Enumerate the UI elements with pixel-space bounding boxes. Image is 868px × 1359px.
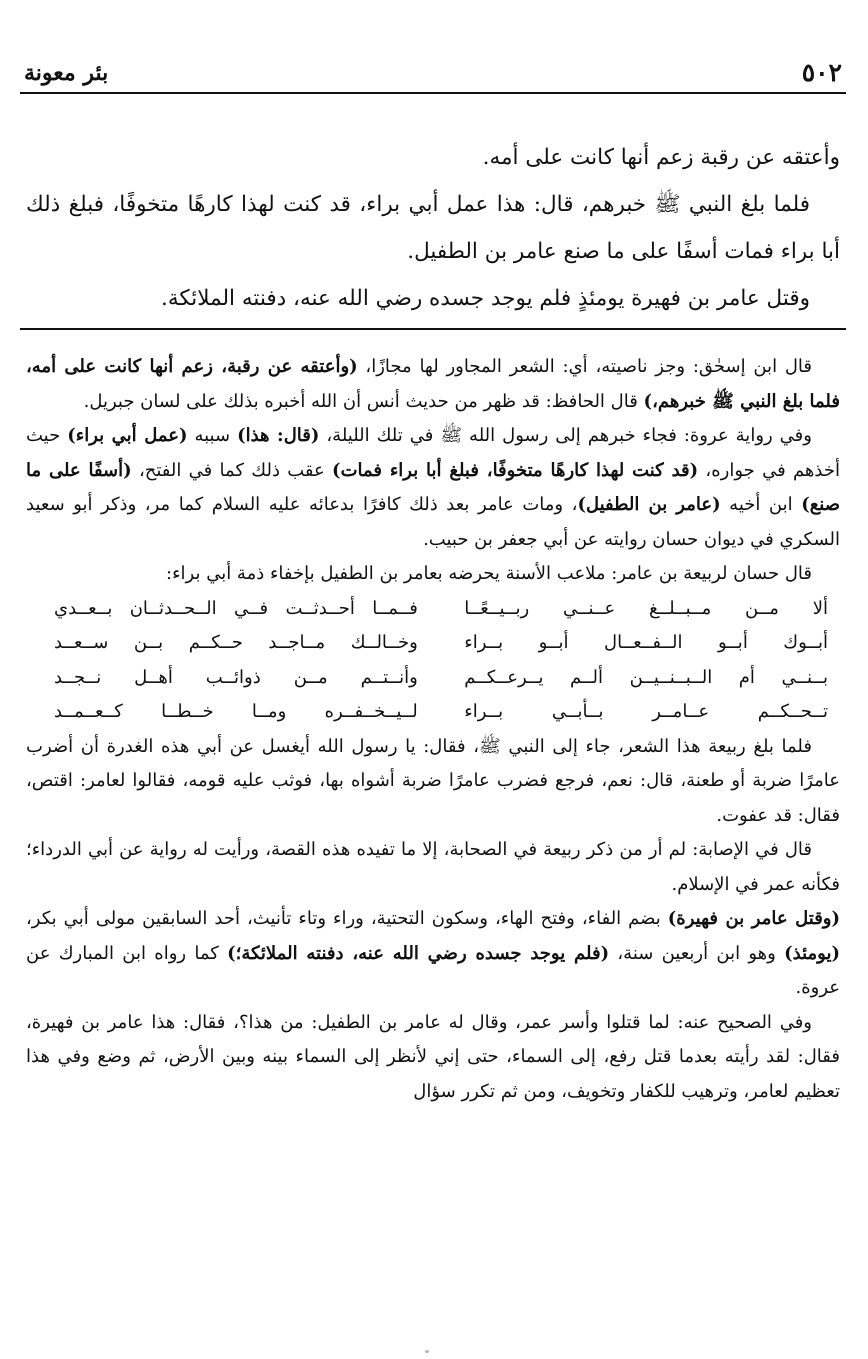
separator-rule: [20, 328, 846, 330]
page-number: ٥٠٢: [801, 58, 842, 87]
quoted-main-text: (قد كنت لهذا كارهًا متخوفًا، فبلغ أبا براء فمات): [332, 459, 699, 481]
running-header: [20, 52, 846, 94]
commentary-paragraph-1: قال ابن إسحٰق: وجز ناصيته، أي: الشعر المجاور لها مجازًا، (وأعتقه عن رقبة، زعم أنها كانت على أمه، فلما بلغ النبي ﷺ خبرهم،) قال الحافظ: قد ظهر من حديث أنس أن الله أخبره بذلك على لسان جبريل.: [26, 356, 840, 412]
commentary-paragraph-5: قال في الإصابة: لم أر من ذكر ربيعة في الصحابة، إلا ما تفيده هذه القصة، ورأيت له رواية عن أبي الدرداء؛ فكأنه عمر في الإسلام.: [26, 839, 840, 895]
commentary: [20, 350, 846, 1109]
verse-hemistich: تــحــكــم عــامــر بــأبــي بــراء: [464, 701, 828, 722]
quoted-main-text: (وقتل عامر بن فهيرة): [667, 908, 841, 929]
quoted-main-text: (أسفًا على ما صنع): [26, 459, 841, 515]
quoted-main-text: (وأعتقه عن رقبة، زعم أنها كانت على أمه، فلما بلغ النبي ﷺ خبرهم،): [26, 356, 840, 412]
commentary-paragraph-3: قال حسان لربيعة بن عامر: ملاعب الأسنة يحرضه بعامر بن الطفيل بإخفاء ذمة أبي براء:: [166, 563, 812, 584]
verse-hemistich: ألا مــن مــبــلــغ عــنــي ربــيــعًــا: [464, 597, 828, 619]
quoted-main-text: (عمل أبي براء): [67, 425, 188, 446]
verse-hemistich: فــمــا أحــدثــت فــي الــحــدثــان بــعــدي: [54, 597, 418, 619]
commentary-paragraph-2: وفي رواية عروة: فجاء خبرهم إلى رسول الله ﷺ في تلك الليلة، (قال: هذا) سببه (عمل أبي براء) حيث أخذهم في جواره، (قد كنت لهذا كارهًا متخوفًا، فبلغ أبا براء فمات) عقب ذلك كما في الفتح، (أسفًا على ما صنع) ابن أخيه (عامر بن الطفيل)، ومات عامر بعد ذلك كافرًا بدعائه عليه السلام كما مر، وذكر أبو سعيد السكري في ديوان حسان روايته عن أبي جعفر بن حبيب.: [26, 425, 841, 550]
quoted-main-text: (يومئذ): [784, 942, 840, 964]
commentary-paragraph-4: فلما بلغ ربيعة هذا الشعر، جاء إلى النبي ﷺ، فقال: يا رسول الله أيغسل عن أبي هذه الغدرة أن أضرب عامرًا ضربة أو طعنة، قال: نعم، فرجع فضرب عامرًا ضربة أشواه بها، فوثب عليه قومه، فقالوا لعامر: اقتص، فقال: قد عفوت.: [26, 735, 840, 826]
verse-hemistich: وخــالــك مــاجــد حــكــم بــن ســعــد: [54, 632, 418, 653]
verse-hemistich: بــنــي أم الــبــنــيــن ألــم يــرعــكــم: [464, 666, 828, 688]
verse-hemistich: أبــوك أبــو الــفــعــال أبــو بــراء: [464, 632, 828, 653]
verse-hemistich: وأنــتــم مــن ذوائــب أهــل نــجــد: [54, 666, 418, 688]
quoted-main-text: (قال: هذا): [237, 425, 320, 446]
scan-speck: [425, 1350, 429, 1353]
main-text-paragraph-2: فلما بلغ النبي ﷺ خبرهم، قال: هذا عمل أبي براء، قد كنت لهذا كارهًا متخوفًا، فبلغ ذلك أبا براء فمات أسفًا على ما صنع عامر بن الطفيل.: [26, 192, 840, 264]
commentary-paragraph-7: وفي الصحيح عنه: لما قتلوا وأسر عمر، وقال له عامر بن الطفيل: من هذا؟، فقال: هذا عامر بن فهيرة، فقال: لقد رأيته بعدما قتل رفع، إلى السماء، حتى إني لأنظر إلى السماء بينه وبين الأرض، ثم وضع وفي هذا تعظيم لعامر، وترهيب للكفار وتخويف، ومن ثم تكرر سؤال: [26, 1011, 840, 1102]
main-text: [20, 134, 846, 322]
verse-hemistich: لــيــخــفــره ومــا خــطــا كــعــمــد: [54, 701, 418, 722]
quoted-main-text: (عامر بن الطفيل): [577, 494, 721, 515]
main-text-line-1: وأعتقه عن رقبة زعم أنها كانت على أمه.: [482, 145, 840, 170]
book-page: [20, 52, 846, 1352]
quoted-main-text: (فلم يوجد جسده رضي الله عنه، دفنته الملائكة؛): [227, 942, 610, 964]
poem: [26, 592, 840, 730]
commentary-paragraph-6: (وقتل عامر بن فهيرة) بضم الفاء، وفتح الهاء، وسكون التحتية، وراء وتاء تأنيث، أحد السابقين مولى أبي بكر، (يومئذ) وهو ابن أربعين سنة، (فلم يوجد جسده رضي الله عنه، دفنته الملائكة؛) كما رواه ابن المبارك عن عروة.: [26, 908, 841, 998]
main-text-paragraph-3: وقتل عامر بن فهيرة يومئذٍ فلم يوجد جسده رضي الله عنه، دفنته الملائكة.: [161, 286, 810, 311]
chapter-title: بئر معونة: [24, 60, 109, 86]
